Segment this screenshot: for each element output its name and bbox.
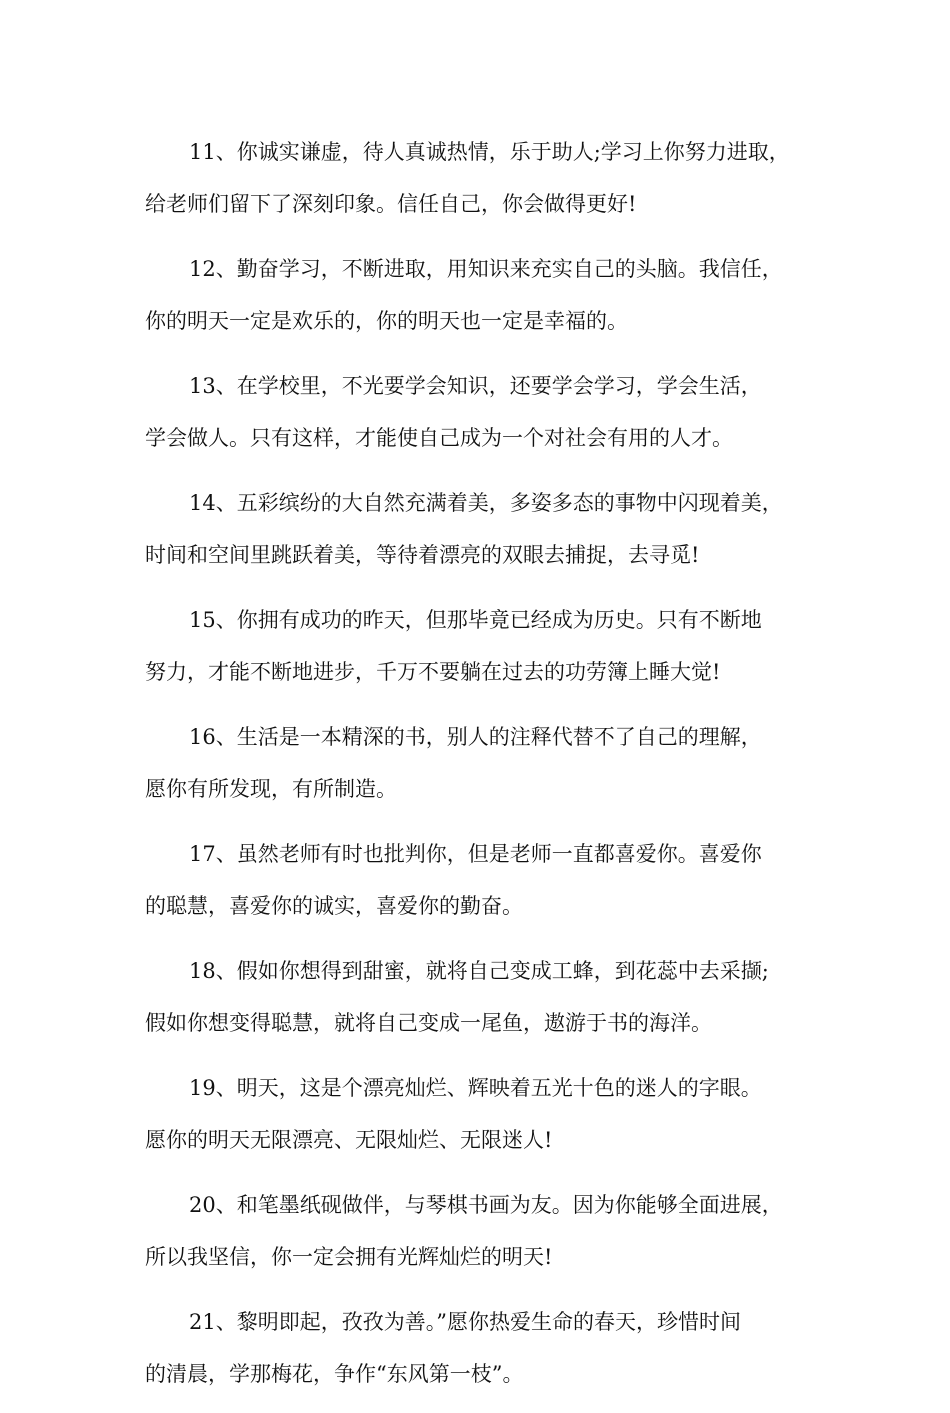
paragraph-12 [145, 243, 830, 347]
paragraph-line: 努力，才能不断地进步，千万不要躺在过去的功劳簿上睡大觉! [145, 660, 721, 684]
paragraph-line: 13、在学校里，不光要学会知识，还要学会学习，学会生活， [189, 374, 762, 398]
paragraph-18 [145, 945, 830, 1049]
paragraph-line: 假如你想变得聪慧，就将自己变成一尾鱼，遨游于书的海洋。 [145, 1011, 712, 1035]
paragraph-line: 给老师们留下了深刻印象。信任自己，你会做得更好! [145, 192, 637, 216]
paragraph-line: 的聪慧，喜爱你的诚实，喜爱你的勤奋。 [145, 894, 523, 918]
paragraph-21 [145, 1296, 830, 1400]
paragraph-14 [145, 477, 830, 581]
paragraph-line: 所以我坚信，你一定会拥有光辉灿烂的明天! [145, 1245, 553, 1269]
paragraph-line: 的清晨，学那梅花，争作“东风第一枝”。 [145, 1362, 524, 1386]
paragraph-line: 18、假如你想得到甜蜜，就将自己变成工蜂，到花蕊中去采撷; [189, 959, 769, 983]
paragraph-15 [145, 594, 830, 698]
paragraph-line: 19、明天，这是个漂亮灿烂、辉映着五光十色的迷人的字眼。 [189, 1076, 762, 1100]
paragraph-line: 17、虽然老师有时也批判你，但是老师一直都喜爱你。喜爱你 [189, 842, 762, 866]
paragraph-17 [145, 828, 830, 932]
paragraph-line: 20、和笔墨纸砚做伴，与琴棋书画为友。因为你能够全面进展， [189, 1193, 783, 1217]
paragraph-line: 14、五彩缤纷的大自然充满着美，多姿多态的事物中闪现着美， [189, 491, 783, 515]
paragraph-line: 学会做人。只有这样，才能使自己成为一个对社会有用的人才。 [145, 426, 733, 450]
paragraph-19 [145, 1062, 830, 1166]
paragraph-line: 愿你的明天无限漂亮、无限灿烂、无限迷人! [145, 1128, 553, 1152]
paragraph-13 [145, 360, 830, 464]
paragraph-line: 你的明天一定是欢乐的，你的明天也一定是幸福的。 [145, 309, 628, 333]
paragraph-line: 时间和空间里跳跃着美，等待着漂亮的双眼去捕捉，去寻觅! [145, 543, 700, 567]
paragraph-line: 11、你诚实谦虚，待人真诚热情，乐于助人;学习上你努力进取， [189, 140, 790, 164]
paragraph-20 [145, 1179, 830, 1283]
paragraph-11 [145, 126, 830, 230]
document-body [145, 126, 830, 1413]
paragraph-line: 15、你拥有成功的昨天，但那毕竟已经成为历史。只有不断地 [189, 608, 762, 632]
paragraph-line: 21、黎明即起，孜孜为善。”愿你热爱生命的春天，珍惜时间 [189, 1310, 741, 1334]
paragraph-line: 愿你有所发现，有所制造。 [145, 777, 397, 801]
paragraph-line: 16、生活是一本精深的书，别人的注释代替不了自己的理解， [189, 725, 762, 749]
paragraph-line: 12、勤奋学习，不断进取，用知识来充实自己的头脑。我信任， [189, 257, 783, 281]
paragraph-16 [145, 711, 830, 815]
